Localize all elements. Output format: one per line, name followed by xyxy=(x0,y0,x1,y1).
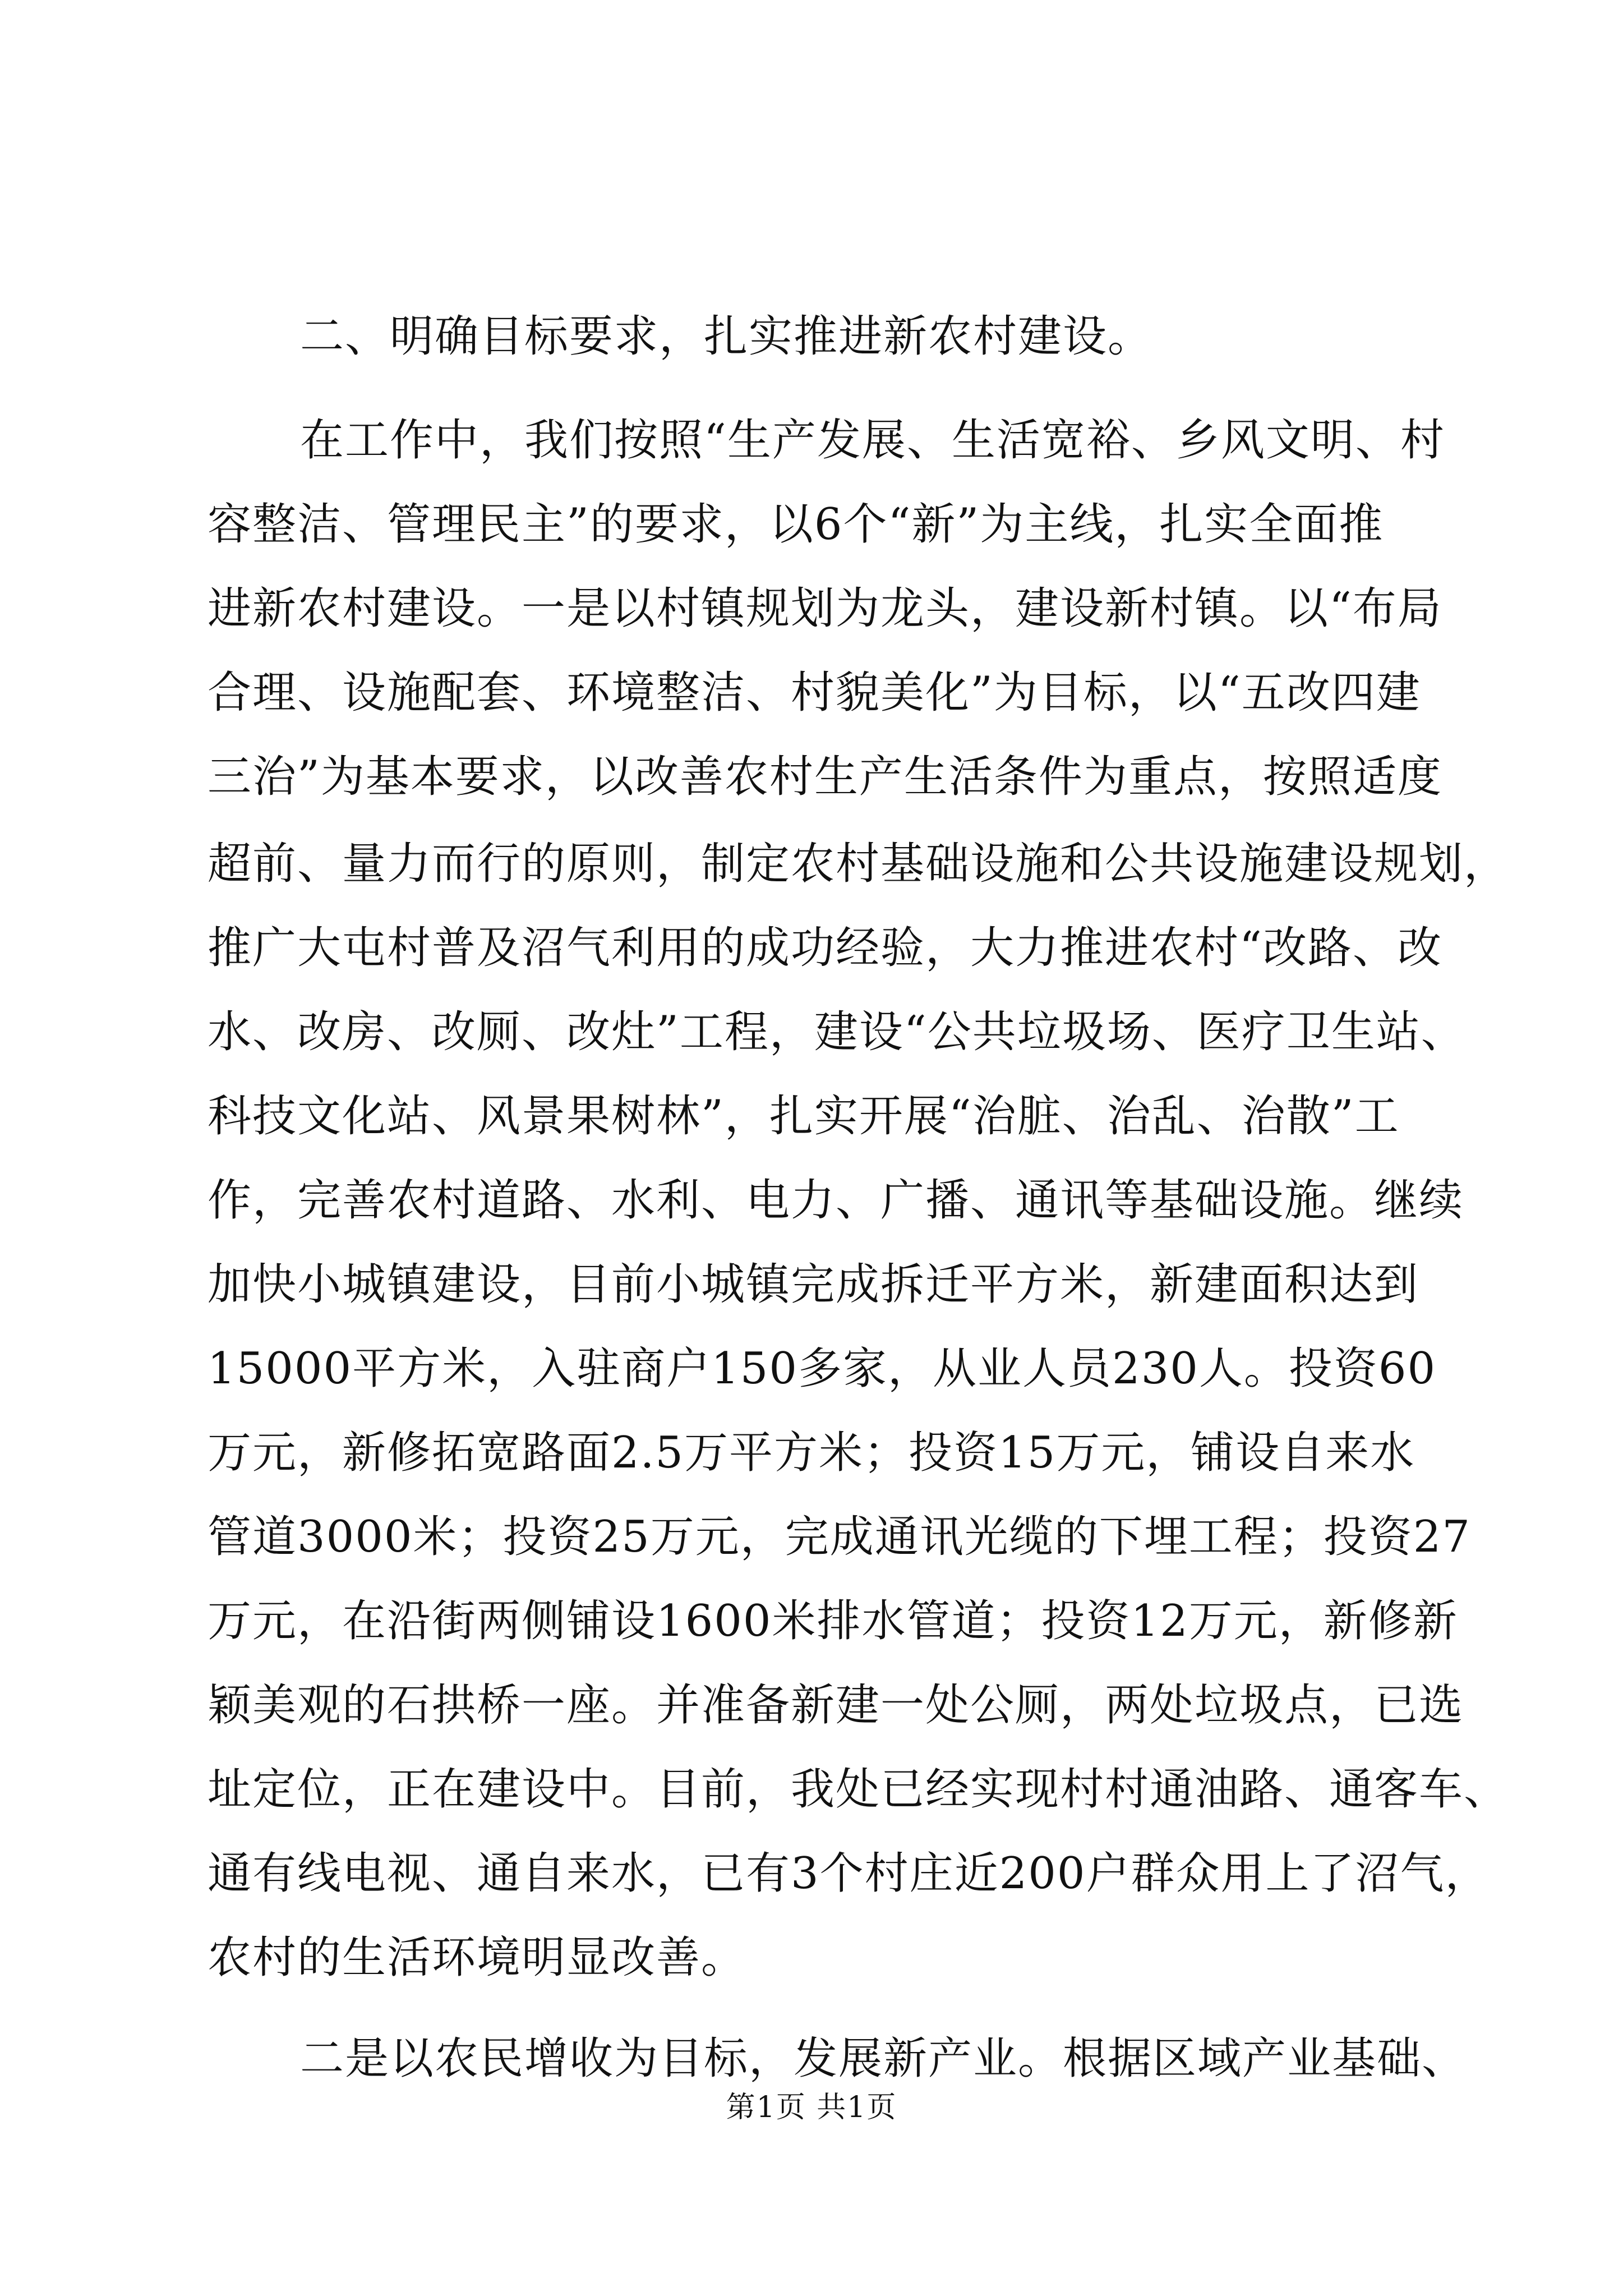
body-line: 进新农村建设。一是以村镇规划为龙头，建设新村镇。以“布局 xyxy=(208,583,1442,634)
paragraph-heading: 二、明确目标要求，扎实推进新农村建设。 xyxy=(300,311,1153,362)
body-line: 万元，新修拓宽路面2.5万平方米；投资15万元，铺设自来水 xyxy=(208,1428,1415,1478)
body-line: 加快小城镇建设，目前小城镇完成拆迁平方米，新建面积达到 xyxy=(208,1259,1419,1310)
body-line: 通有线电视、通自来水，已有3个村庄近200户群众用上了沼气， xyxy=(208,1848,1490,1899)
body-line: 二是以农民增收为目标，发展新产业。根据区域产业基础、 xyxy=(300,2033,1467,2084)
body-line: 在工作中，我们按照“生产发展、生活宽裕、乡风文明、村 xyxy=(300,415,1445,466)
body-line: 科技文化站、风景果树林”，扎实开展“治脏、治乱、治散”工 xyxy=(208,1091,1400,1142)
body-line: 颖美观的石拱桥一座。并准备新建一处公厕，两处垃圾点，已选 xyxy=(208,1680,1464,1731)
body-line: 15000平方米，入驻商户150多家，从业人员230人。投资60 xyxy=(208,1343,1437,1394)
body-line: 管道3000米；投资25万元，完成通讯光缆的下埋工程；投资27 xyxy=(208,1512,1472,1562)
body-line: 万元，在沿街两侧铺设1600米排水管道；投资12万元，新修新 xyxy=(208,1596,1458,1646)
body-line: 水、改房、改厕、改灶”工程，建设“公共垃圾场、医疗卫生站、 xyxy=(208,1007,1466,1057)
body-line: 作，完善农村道路、水利、电力、广播、通讯等基础设施。继续 xyxy=(208,1175,1464,1226)
body-line: 合理、设施配套、环境整洁、村貌美化”为目标，以“五改四建 xyxy=(208,668,1421,718)
body-line: 推广大屯村普及沼气利用的成功经验，大力推进农村“改路、改 xyxy=(208,923,1442,973)
body-line: 农村的生活环境明显改善。 xyxy=(208,1932,746,1983)
body-line: 容整洁、管理民主”的要求，以6个“新”为主线，扎实全面推 xyxy=(208,499,1384,550)
page-footer: 第1页 共1页 xyxy=(726,2091,897,2124)
body-line: 超前、量力而行的原则，制定农村基础设施和公共设施建设规划， xyxy=(208,839,1509,889)
body-line: 三治”为基本要求，以改善农村生产生活条件为重点，按照适度 xyxy=(208,752,1442,802)
body-line: 址定位，正在建设中。目前，我处已经实现村村通油路、通客车、 xyxy=(208,1764,1509,1815)
